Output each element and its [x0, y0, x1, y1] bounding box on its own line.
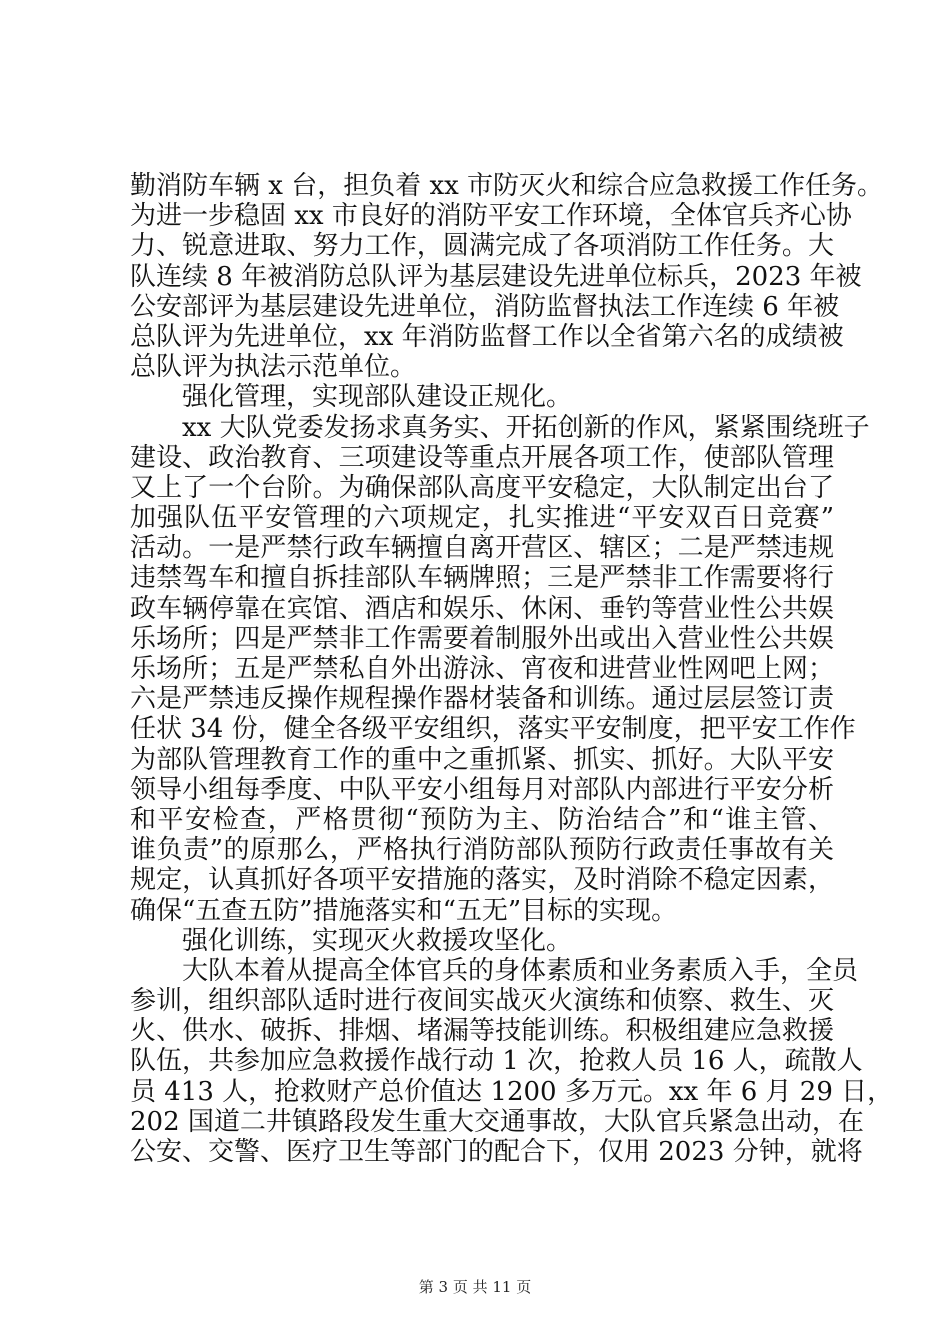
- text-line: 勤消防车辆 x 台，担负着 xx 市防灭火和综合应急救援工作任务。: [130, 171, 884, 201]
- page-number-footer: 第 3 页 共 11 页: [418, 1278, 532, 1296]
- text-line: 队伍，共参加应急救援作战行动 1 次，抢救人员 16 人，疏散人: [130, 1046, 863, 1077]
- section-heading: 强化管理，实现部队建设正规化。: [130, 382, 573, 413]
- text-line: 公安部评为基层建设先进单位，消防监督执法工作连续 6 年被: [130, 291, 840, 322]
- text-line: 乐场所；五是严禁私自外出游泳、宵夜和进营业性网吧上网；: [130, 654, 834, 684]
- text-line: 总队评为执法示范单位。: [130, 352, 417, 383]
- text-line: 队连续 8 年被消防总队评为基层建设先进单位标兵，2023 年被: [130, 261, 862, 292]
- text-line: 违禁驾车和擅自拆挂部队车辆牌照；三是严禁非工作需要将行: [130, 563, 834, 594]
- body-text: [130, 171, 894, 1167]
- text-line: 为部队管理教育工作的重中之重抓紧、抓实、抓好。大队平安: [130, 744, 834, 775]
- text-line: 任状 34 份，健全各级平安组织，落实平安制度，把平安工作作: [130, 714, 856, 745]
- text-line: 力、锐意进取、努力工作，圆满完成了各项消防工作任务。大: [130, 231, 834, 262]
- text-line: 202 国道二井镇路段发生重大交通事故，大队官兵紧急出动，在: [130, 1106, 864, 1137]
- text-line: 加强队伍平安管理的六项规定，扎实推进“平安双百日竞赛”: [130, 503, 834, 534]
- text-line: 领导小组每季度、中队平安小组每月对部队内部进行平安分析: [130, 774, 834, 805]
- text-line: 建设、政治教育、三项建设等重点开展各项工作，使部队管理: [130, 442, 834, 473]
- text-line: 政车辆停靠在宾馆、酒店和娱乐、休闲、垂钓等营业性公共娱: [130, 593, 834, 624]
- text-line: 和平安检查，严格贯彻“预防为主、防治结合”和“谁主管、: [130, 804, 834, 835]
- text-line: 火、供水、破拆、排烟、堵漏等技能训练。积极组建应急救援: [130, 1016, 834, 1047]
- text-line: 大队本着从提高全体官兵的身体素质和业务素质入手，全员: [130, 955, 859, 986]
- text-line: 乐场所；四是严禁非工作需要着制服外出或出入营业性公共娱: [130, 623, 834, 654]
- text-line: 公安、交警、医疗卫生等部门的配合下，仅用 2023 分钟，就将: [130, 1137, 863, 1167]
- text-line: 参训，组织部队适时进行夜间实战灭火演练和侦察、救生、灭: [130, 986, 834, 1017]
- text-line: 活动。一是严禁行政车辆擅自离开营区、辖区；二是严禁违规: [130, 533, 834, 564]
- text-line: 为进一步稳固 xx 市良好的消防平安工作环境，全体官兵齐心协: [130, 201, 852, 232]
- text-line: 确保“五查五防”措施落实和“五无”目标的实现。: [130, 895, 678, 926]
- text-line: 六是严禁违反操作规程操作器材装备和训练。通过层层签订责: [130, 684, 834, 715]
- text-line: xx 大队党委发扬求真务实、开拓创新的作风，紧紧围绕班子: [130, 412, 870, 443]
- text-line: 又上了一个台阶。为确保部队高度平安稳定，大队制定出台了: [130, 472, 834, 503]
- text-line: 谁负责”的原那么，严格执行消防部队预防行政责任事故有关: [130, 835, 834, 866]
- text-line: 规定，认真抓好各项平安措施的落实，及时消除不稳定因素，: [130, 865, 834, 896]
- section-heading: 强化训练，实现灭火救援攻坚化。: [130, 925, 573, 956]
- text-line: 员 413 人，抢救财产总价值达 1200 多万元。xx 年 6 月 29 日，: [130, 1076, 894, 1107]
- text-line: 总队评为先进单位，xx 年消防监督工作以全省第六名的成绩被: [130, 321, 844, 352]
